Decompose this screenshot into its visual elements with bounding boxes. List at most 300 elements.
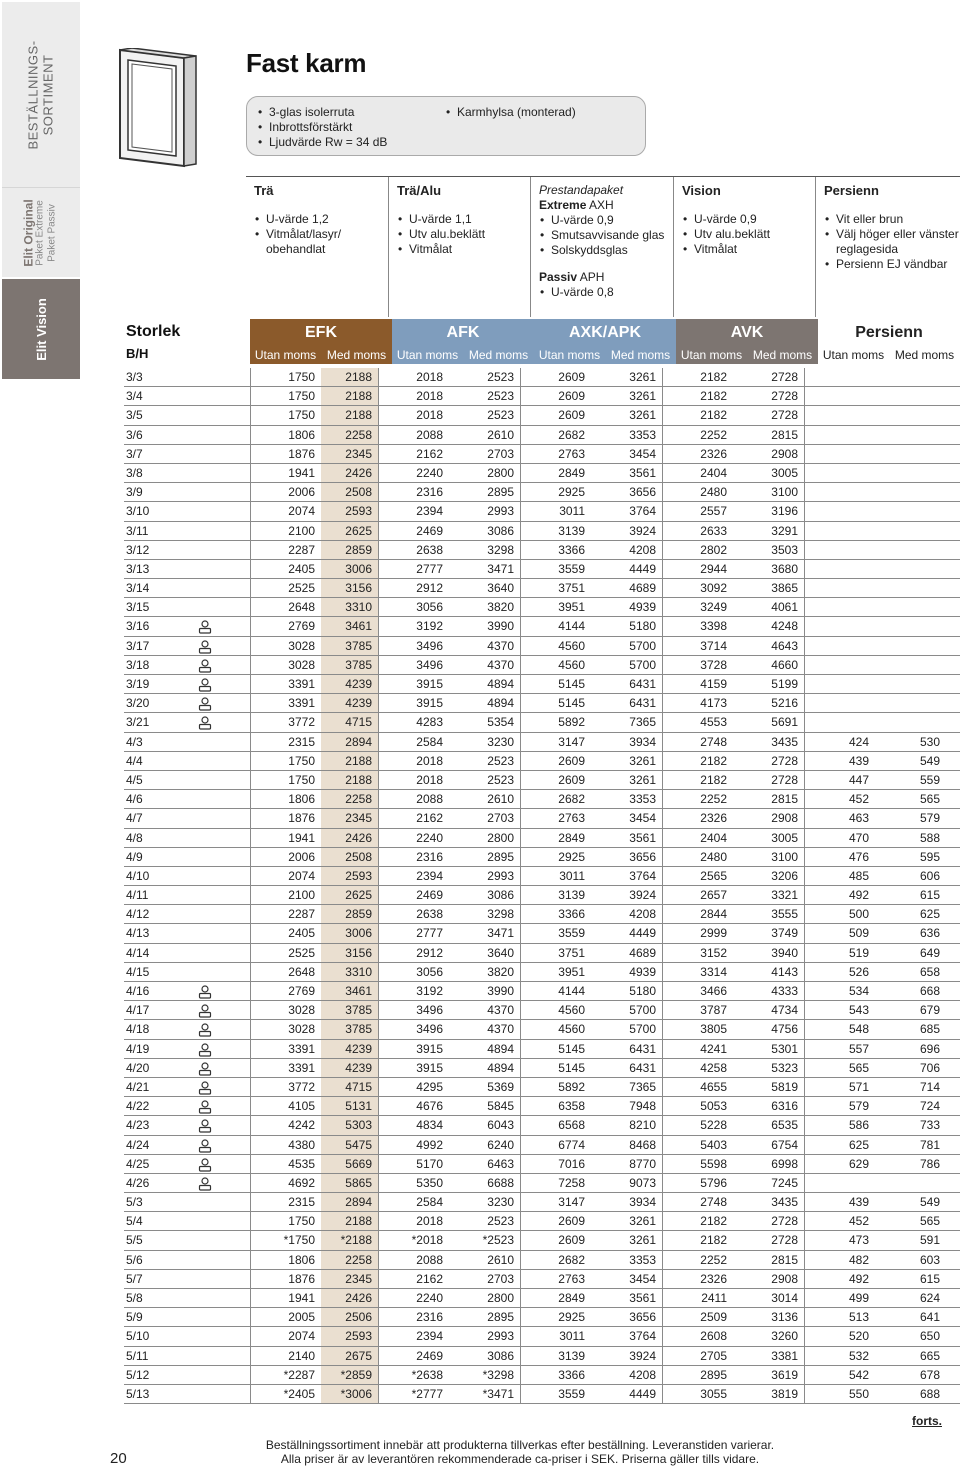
price-cell-afk-utan: 2469 — [416, 1348, 443, 1363]
footer-line: Beställningssortiment innebär att produkterna tillverkas efter beställning. Leveranstiden varierar. — [265, 1438, 775, 1452]
product-persienn — [815, 177, 960, 317]
price-cell-axk-med: 9073 — [629, 1175, 656, 1190]
price-cell-persienn-med: 636 — [919, 926, 940, 941]
size-cell: 3/18 — [126, 657, 150, 672]
price-cell-afk-med: 2800 — [487, 830, 514, 845]
price-cell-axk-med: 3656 — [629, 485, 656, 500]
size-cell: 4/20 — [126, 1060, 150, 1075]
price-cell-persienn-med: 559 — [919, 772, 940, 787]
price-cell-efk-utan: 3391 — [288, 1060, 315, 1075]
price-cell-persienn-utan: 470 — [848, 830, 869, 845]
price-cell-axk-med: 3656 — [629, 849, 656, 864]
price-cell-avk-med: 3680 — [771, 561, 798, 576]
price-cell-afk-med: 2703 — [487, 446, 514, 461]
price-cell-axk-utan: 2849 — [558, 1291, 585, 1305]
price-cell-axk-utan: 4560 — [558, 657, 585, 672]
price-cell-avk-med: 2728 — [771, 370, 798, 384]
feature-item: • Karmhylsa (monterad) — [445, 105, 576, 120]
price-cell-avk-utan: 5598 — [700, 1156, 727, 1171]
price-cell-afk-utan: *2638 — [411, 1367, 443, 1382]
price-cell-efk-med: 3006 — [321, 924, 378, 942]
price-cell-afk-utan: 3496 — [416, 657, 443, 672]
price-cell-persienn-med: 688 — [919, 1386, 940, 1401]
price-cell-efk-med: 2506 — [321, 1308, 378, 1326]
price-cell-persienn-utan — [804, 675, 875, 693]
two-person-icon — [196, 1059, 216, 1077]
price-cell-persienn-med: 615 — [919, 1271, 940, 1286]
price-cell-persienn-utan — [804, 522, 875, 540]
price-cell-axk-med: 6431 — [629, 1041, 656, 1056]
product-traalu — [388, 177, 530, 317]
price-cell-axk-utan: 3951 — [558, 964, 585, 979]
price-cell-persienn-med: 595 — [919, 849, 940, 864]
price-cell-axk-med: 3764 — [629, 1329, 656, 1344]
price-cell-avk-med: 3005 — [771, 465, 798, 480]
size-cell: 4/24 — [126, 1137, 150, 1152]
price-cell-persienn-med: 733 — [919, 1118, 940, 1133]
product-passiv-name: Passiv — [539, 270, 578, 284]
price-cell-efk-utan: 1941 — [288, 830, 315, 845]
price-cell-persienn-utan: 565 — [848, 1060, 869, 1075]
page-title: Fast karm — [246, 48, 367, 78]
price-cell-afk-utan: 3915 — [416, 1060, 443, 1075]
price-cell-afk-med: 3990 — [487, 619, 514, 634]
size-cell: 3/12 — [126, 542, 150, 557]
price-cell-persienn-med: 549 — [919, 753, 940, 768]
price-cell-axk-med: 3561 — [629, 1291, 656, 1305]
price-cell-axk-utan: 3011 — [559, 868, 585, 883]
price-cell-efk-utan: 2648 — [288, 600, 315, 615]
price-cell-persienn-med: 530 — [919, 734, 940, 749]
category-afk: AFK — [392, 319, 534, 346]
price-cell-persienn-med — [875, 541, 946, 559]
price-cell-avk-utan: 2802 — [700, 542, 727, 557]
rail-paket-passiv: Paket Passiv — [47, 203, 58, 262]
two-person-icon — [196, 1155, 216, 1173]
price-cell-afk-utan: 4992 — [416, 1137, 443, 1152]
price-cell-persienn-med: 696 — [919, 1041, 940, 1056]
price-cell-avk-utan: 2705 — [700, 1348, 727, 1363]
price-cell-persienn-utan: 492 — [848, 888, 869, 903]
price-cell-axk-utan: 2609 — [558, 1214, 585, 1229]
size-cell: 3/10 — [126, 504, 150, 519]
price-cell-efk-med: 4239 — [321, 675, 378, 693]
price-cell-afk-med: 2523 — [487, 408, 514, 423]
price-cell-persienn-med: 649 — [919, 945, 940, 960]
price-cell-persienn-med: 624 — [919, 1291, 940, 1305]
size-cell: 5/9 — [126, 1310, 143, 1325]
price-cell-persienn-utan: 526 — [848, 964, 869, 979]
price-cell-efk-med: 3006 — [321, 560, 378, 578]
price-cell-axk-med: 3353 — [629, 427, 656, 442]
price-cell-afk-utan: 2240 — [416, 465, 443, 480]
size-cell: 3/17 — [126, 638, 150, 653]
rail-elit-original-tab[interactable] — [2, 187, 80, 277]
price-cell-avk-med: 3005 — [771, 830, 798, 845]
price-cell-afk-utan: 2777 — [416, 926, 443, 941]
price-cell-axk-med: 3261 — [629, 1214, 656, 1229]
price-cell-avk-utan: 4241 — [700, 1041, 727, 1056]
price-cell-afk-utan: 2162 — [416, 1271, 443, 1286]
price-cell-axk-med: 7365 — [629, 1079, 656, 1094]
price-cell-efk-utan: 2405 — [288, 561, 315, 576]
price-cell-afk-med: 3298 — [487, 907, 514, 922]
price-cell-efk-med: 2426 — [321, 464, 378, 482]
two-person-icon — [196, 1078, 216, 1096]
price-cell-efk-med: 2625 — [321, 886, 378, 904]
price-cell-efk-med: 2426 — [321, 829, 378, 847]
price-cell-efk-utan: 1876 — [288, 1271, 315, 1286]
price-cell-persienn-utan: 543 — [848, 1003, 869, 1018]
size-cell: 3/5 — [126, 408, 143, 423]
price-cell-afk-med: 2610 — [487, 427, 514, 442]
price-cell-avk-utan: 2182 — [700, 1233, 727, 1248]
two-person-icon — [196, 675, 216, 693]
price-cell-persienn-utan — [804, 598, 875, 616]
price-cell-avk-utan: 2182 — [700, 389, 727, 404]
price-cell-avk-utan: 2326 — [700, 1271, 727, 1286]
size-cell: 4/22 — [126, 1099, 150, 1114]
price-cell-avk-utan: 2944 — [700, 561, 727, 576]
two-person-icon — [196, 1116, 216, 1134]
price-cell-avk-med: 2728 — [771, 1214, 798, 1229]
price-cell-axk-med: 3261 — [629, 772, 656, 787]
price-cell-avk-utan: 3314 — [700, 964, 727, 979]
price-cell-avk-med: 4643 — [771, 638, 798, 653]
size-cell: 4/14 — [126, 945, 150, 960]
price-cell-efk-med: 2859 — [321, 541, 378, 559]
price-cell-persienn-med — [875, 387, 946, 405]
price-cell-persienn-med: 658 — [919, 964, 940, 979]
product-item: • U-värde 0,8 — [539, 285, 673, 300]
price-cell-avk-utan: 5228 — [700, 1118, 727, 1133]
feature-item: • Ljudvärde Rw = 34 dB — [257, 135, 387, 150]
product-item: • Vitmålat — [682, 242, 815, 257]
price-cell-avk-utan: 2999 — [700, 926, 727, 941]
price-cell-axk-utan: 3147 — [558, 734, 585, 749]
price-cell-axk-med: 3261 — [629, 753, 656, 768]
price-cell-axk-med: 8770 — [629, 1156, 656, 1171]
size-cell: 4/13 — [126, 926, 150, 941]
price-cell-afk-med: 6688 — [487, 1175, 514, 1190]
price-cell-persienn-utan — [804, 637, 875, 655]
two-person-icon — [196, 1020, 216, 1038]
price-cell-axk-med: 4449 — [629, 561, 656, 576]
price-cell-efk-utan: *2405 — [283, 1386, 315, 1401]
price-cell-efk-utan: 2006 — [288, 485, 315, 500]
price-cell-axk-utan: 6568 — [558, 1118, 585, 1133]
price-cell-axk-med: 7365 — [629, 715, 656, 730]
product-persienn-title: Persienn — [824, 183, 879, 198]
price-cell-avk-med: 2728 — [771, 753, 798, 768]
price-cell-avk-med: 2728 — [771, 1233, 798, 1248]
price-cell-persienn-med: 603 — [919, 1252, 940, 1267]
price-cell-afk-utan: 3496 — [416, 638, 443, 653]
size-cell: 4/17 — [126, 1003, 150, 1018]
price-cell-avk-med: 2728 — [771, 772, 798, 787]
price-cell-efk-utan: 1750 — [288, 772, 315, 787]
size-cell: 5/10 — [126, 1329, 150, 1344]
price-cell-efk-med: 5669 — [321, 1155, 378, 1173]
price-cell-afk-med: *2523 — [482, 1233, 514, 1248]
size-cell: 3/7 — [126, 446, 143, 461]
two-person-icon — [196, 982, 216, 1000]
price-cell-afk-utan: 2394 — [416, 868, 443, 883]
price-cell-efk-utan: 2074 — [288, 504, 315, 519]
price-cell-persienn-med: 549 — [919, 1195, 940, 1210]
price-cell-afk-utan: 2162 — [416, 446, 443, 461]
price-cell-efk-utan: 1750 — [288, 1214, 315, 1229]
price-cell-axk-utan: 3366 — [558, 907, 585, 922]
price-cell-persienn-utan: 519 — [848, 945, 869, 960]
price-cell-avk-utan: 2411 — [701, 1291, 727, 1305]
price-cell-afk-utan: 4283 — [416, 715, 443, 730]
price-cell-avk-med: 3503 — [771, 542, 798, 557]
price-cell-axk-utan: 2682 — [558, 792, 585, 807]
price-cell-efk-med: 2508 — [321, 848, 378, 866]
price-cell-persienn-med: 668 — [919, 984, 940, 998]
price-cell-efk-utan: 2315 — [288, 734, 315, 749]
price-cell-avk-utan: 2608 — [700, 1329, 727, 1344]
price-cell-persienn-utan: 482 — [848, 1252, 869, 1267]
size-cell: 4/6 — [126, 792, 143, 807]
price-cell-axk-utan: 4144 — [558, 984, 585, 998]
price-cell-afk-med: 3990 — [487, 984, 514, 998]
price-cell-avk-utan: 2252 — [700, 427, 727, 442]
price-cell-afk-med: 2800 — [487, 1291, 514, 1305]
price-cell-persienn-med — [875, 406, 946, 424]
price-cell-avk-med: 2815 — [771, 792, 798, 807]
price-cell-afk-med: 2523 — [487, 1214, 514, 1229]
price-cell-efk-med: *2859 — [321, 1366, 378, 1384]
med-moms-label: Med moms — [752, 348, 813, 362]
price-cell-avk-med: 5323 — [771, 1060, 798, 1075]
product-item: • Vitmålat — [397, 242, 530, 257]
price-cell-axk-utan: 3559 — [558, 561, 585, 576]
product-tra-title: Trä — [254, 183, 274, 198]
price-cell-avk-med: 6316 — [771, 1099, 798, 1114]
side-rail — [0, 0, 82, 380]
price-cell-afk-med: 5369 — [487, 1079, 514, 1094]
price-cell-persienn-utan: 439 — [848, 753, 869, 768]
price-cell-persienn-med — [875, 445, 946, 463]
price-cell-persienn-utan: 476 — [848, 849, 869, 864]
price-cell-persienn-med: 591 — [919, 1233, 940, 1248]
price-cell-afk-utan: 2316 — [416, 1310, 443, 1325]
price-cell-efk-utan: 2287 — [288, 907, 315, 922]
category-persienn: Persienn — [818, 319, 960, 346]
price-cell-afk-med: 2523 — [487, 753, 514, 768]
price-cell-axk-utan: 3139 — [558, 523, 585, 538]
price-cell-axk-utan: 5892 — [558, 715, 585, 730]
price-cell-efk-utan: 2140 — [288, 1348, 315, 1363]
price-cell-afk-utan: 2018 — [416, 753, 443, 768]
size-cell: 3/13 — [126, 561, 150, 576]
price-cell-axk-utan: 3559 — [558, 926, 585, 941]
continued-link[interactable]: forts. — [912, 1414, 942, 1428]
price-cell-persienn-utan: 532 — [848, 1348, 869, 1363]
utan-moms-label: Utan moms — [396, 348, 459, 362]
price-cell-efk-med: 2593 — [321, 867, 378, 885]
price-cell-axk-med: 4689 — [629, 945, 656, 960]
price-cell-axk-utan: 2682 — [558, 1252, 585, 1267]
subheader-efk — [250, 346, 392, 364]
price-cell-persienn-med: 781 — [919, 1137, 940, 1152]
size-cell: 5/12 — [126, 1367, 150, 1382]
price-cell-efk-utan: 3391 — [288, 677, 315, 691]
price-cell-persienn-med: 588 — [919, 830, 940, 845]
price-cell-efk-med: 5131 — [321, 1097, 378, 1115]
size-cell: 4/19 — [126, 1041, 150, 1056]
size-cell: 4/23 — [126, 1118, 150, 1133]
price-cell-avk-utan: 2565 — [700, 868, 727, 883]
price-cell-afk-med: 2703 — [487, 1271, 514, 1286]
column-divider — [250, 368, 251, 1404]
price-cell-efk-med: 4715 — [321, 713, 378, 731]
price-cell-efk-utan: 3028 — [288, 1003, 315, 1018]
size-cell: 4/3 — [126, 734, 143, 749]
product-item: • U-värde 1,2 — [254, 212, 388, 227]
two-person-icon — [196, 694, 216, 712]
price-cell-axk-utan: 7258 — [558, 1175, 585, 1190]
price-cell-persienn-med: 606 — [919, 868, 940, 883]
price-cell-axk-med: 3656 — [629, 1310, 656, 1325]
price-cell-efk-utan: 1806 — [288, 427, 315, 442]
size-cell: 5/11 — [126, 1348, 149, 1363]
price-cell-efk-utan: 3028 — [288, 657, 315, 672]
price-cell-afk-med: 3086 — [487, 1348, 514, 1363]
price-cell-efk-utan: 2100 — [288, 888, 315, 903]
price-cell-afk-med: 6463 — [487, 1156, 514, 1171]
price-cell-persienn-med: 724 — [919, 1099, 940, 1114]
price-cell-persienn-utan: 424 — [848, 734, 869, 749]
price-cell-axk-utan: 2682 — [558, 427, 585, 442]
product-item: • Vitmålat/lasyr/ obehandlat — [254, 227, 354, 257]
subheader-persienn — [818, 346, 960, 364]
price-cell-persienn-med: 706 — [919, 1060, 940, 1075]
price-cell-persienn-utan: 452 — [848, 1214, 869, 1229]
price-cell-avk-med: 3206 — [771, 868, 798, 883]
price-cell-avk-utan: 2182 — [700, 370, 727, 384]
size-cell: 3/14 — [126, 581, 150, 596]
price-cell-afk-med: 3820 — [487, 964, 514, 979]
price-cell-efk-utan: 3772 — [288, 1079, 315, 1094]
price-cell-axk-utan: 3366 — [558, 542, 585, 557]
price-cell-axk-med: 5700 — [629, 657, 656, 672]
two-person-icon — [196, 713, 216, 731]
price-cell-axk-med: 3561 — [629, 465, 656, 480]
price-cell-afk-utan: 2018 — [416, 389, 443, 404]
product-vision-title: Vision — [682, 183, 721, 198]
price-cell-avk-utan: 2326 — [700, 446, 727, 461]
price-cell-efk-med: 3785 — [321, 656, 378, 674]
size-cell: 4/26 — [126, 1175, 150, 1190]
size-cell: 4/18 — [126, 1022, 150, 1037]
price-cell-efk-med: 2188 — [321, 368, 378, 386]
column-divider — [662, 368, 663, 1404]
size-cell: 5/3 — [126, 1195, 143, 1210]
price-cell-persienn-utan — [804, 560, 875, 578]
price-cell-afk-utan: 2088 — [416, 1252, 443, 1267]
product-vision — [673, 177, 815, 317]
price-cell-avk-utan: 5053 — [700, 1099, 727, 1114]
price-cell-avk-utan: 3092 — [700, 581, 727, 596]
price-cell-afk-med: 2895 — [487, 849, 514, 864]
price-cell-afk-utan: 2584 — [416, 1195, 443, 1210]
price-cell-axk-med: 3764 — [629, 868, 656, 883]
price-cell-avk-med: 3619 — [771, 1367, 798, 1382]
price-cell-avk-med: 2815 — [771, 1252, 798, 1267]
price-cell-afk-med: 6240 — [487, 1137, 514, 1152]
price-cell-avk-med: 5691 — [771, 715, 798, 730]
column-divider — [520, 368, 521, 1404]
price-cell-avk-utan: 3398 — [700, 619, 727, 634]
size-cell: 5/5 — [126, 1233, 143, 1248]
price-cell-axk-utan: 4560 — [558, 638, 585, 653]
price-cell-efk-utan: 1750 — [288, 389, 315, 404]
price-cell-axk-med: 3561 — [629, 830, 656, 845]
price-cell-efk-utan: 2006 — [288, 849, 315, 864]
size-cell: 4/15 — [126, 964, 150, 979]
price-cell-persienn-med: 650 — [919, 1329, 940, 1344]
price-cell-axk-utan: 2763 — [558, 811, 585, 826]
price-cell-persienn-med: 679 — [919, 1003, 940, 1018]
size-cell: 3/11 — [126, 523, 149, 538]
price-cell-persienn-utan — [804, 406, 875, 424]
price-cell-afk-utan: 2162 — [416, 811, 443, 826]
price-cell-afk-med: 6043 — [487, 1118, 514, 1133]
storlek-heading: Storlek — [126, 323, 181, 340]
price-cell-efk-utan: 2315 — [288, 1195, 315, 1210]
price-cell-efk-med: 3310 — [321, 963, 378, 981]
price-cell-persienn-utan — [804, 387, 875, 405]
price-cell-efk-utan: 3028 — [288, 638, 315, 653]
rail-elit-vision-tab[interactable] — [2, 279, 80, 379]
product-item: • U-värde 1,1 — [397, 212, 530, 227]
price-cell-axk-utan: 3559 — [558, 1386, 585, 1401]
product-passiv-code: APH — [577, 270, 605, 284]
price-cell-axk-utan: 3751 — [558, 581, 585, 596]
rail-elit-vision: Elit Vision — [33, 297, 49, 361]
size-cell: 5/13 — [126, 1386, 150, 1401]
price-cell-persienn-utan — [804, 426, 875, 444]
price-cell-efk-med: 3785 — [321, 637, 378, 655]
size-cell: 4/11 — [126, 888, 149, 903]
price-cell-persienn-utan — [804, 368, 875, 386]
price-cell-persienn-utan: 499 — [848, 1291, 869, 1305]
price-cell-avk-utan: 2182 — [700, 753, 727, 768]
price-cell-avk-med: 3291 — [771, 523, 798, 538]
price-cell-avk-med: 3136 — [771, 1310, 798, 1325]
price-cell-efk-med: *2188 — [321, 1231, 378, 1249]
price-cell-persienn-utan: 548 — [848, 1022, 869, 1037]
price-cell-persienn-med — [875, 598, 946, 616]
price-cell-avk-utan: 4258 — [700, 1060, 727, 1075]
price-cell-efk-utan: 2405 — [288, 926, 315, 941]
price-cell-avk-med: 4248 — [771, 619, 798, 634]
price-cell-efk-med: 3785 — [321, 1020, 378, 1038]
price-cell-persienn-utan: 447 — [848, 772, 869, 787]
rail-section-tab[interactable] — [2, 2, 80, 187]
price-cell-avk-utan: 2480 — [700, 485, 727, 500]
price-cell-persienn-utan: 625 — [848, 1137, 869, 1152]
med-moms-label: Med moms — [610, 348, 671, 362]
price-cell-avk-utan: 3714 — [700, 638, 727, 653]
price-cell-axk-med: 7948 — [629, 1099, 656, 1114]
price-cell-axk-med: 3261 — [629, 408, 656, 423]
price-cell-persienn-utan — [804, 541, 875, 559]
column-divider — [804, 368, 805, 1404]
